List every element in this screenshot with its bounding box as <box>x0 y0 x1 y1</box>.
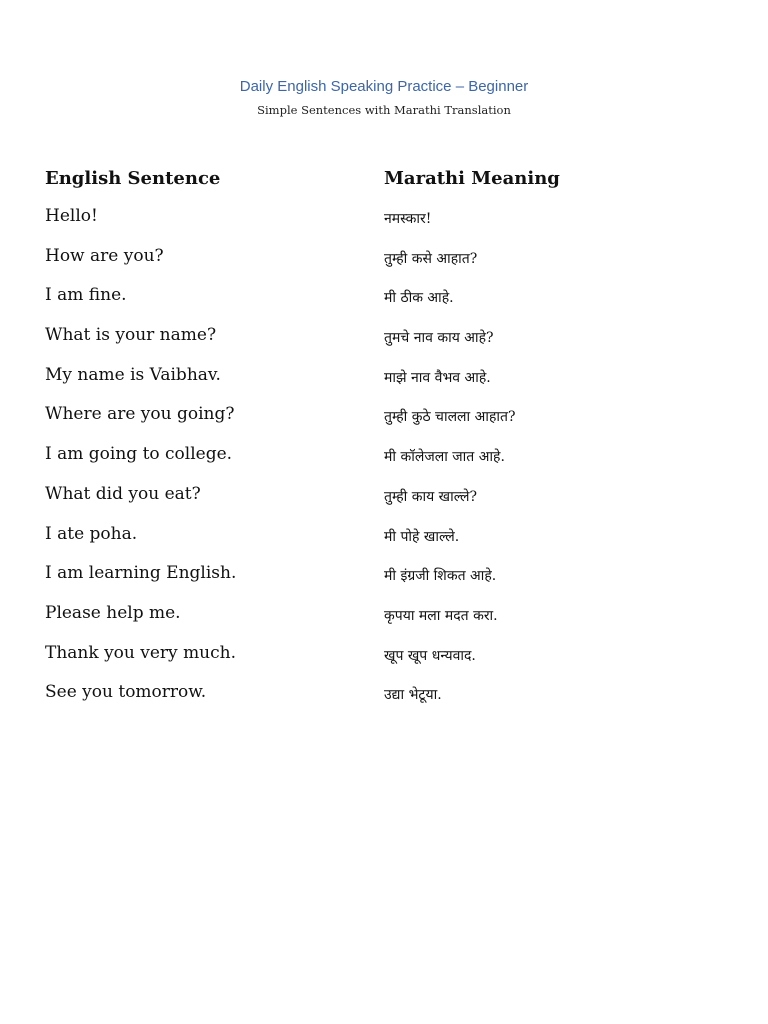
english-sentence-cell: My name is Vaibhav. <box>45 364 221 385</box>
marathi-meaning-cell: तुम्ही कुठे चालला आहात? <box>384 409 516 426</box>
table-row <box>45 434 725 474</box>
marathi-meaning-cell: तुमचे नाव काय आहे? <box>384 330 494 347</box>
table-row <box>45 672 725 712</box>
english-sentence-cell: Hello! <box>45 206 98 226</box>
marathi-meaning-cell: नमस्कार! <box>384 211 432 227</box>
table-row <box>45 275 725 315</box>
marathi-meaning-cell: कृपया मला मदत करा. <box>384 607 498 624</box>
table-row <box>45 236 725 276</box>
english-sentence-cell: See you tomorrow. <box>45 682 207 703</box>
marathi-meaning-cell: तुम्ही काय खाल्ले? <box>384 488 478 505</box>
english-sentence-cell: What did you eat? <box>45 483 201 504</box>
table-row <box>45 553 725 593</box>
sentence-table <box>45 164 725 712</box>
table-row <box>45 394 725 434</box>
marathi-meaning-cell: तुम्ही कसे आहात? <box>384 250 478 267</box>
english-sentence-cell: How are you? <box>45 245 164 266</box>
english-sentence-cell: Where are you going? <box>45 404 235 425</box>
table-body <box>45 196 725 712</box>
marathi-meaning-cell: मी पोहे खाल्ले. <box>384 528 460 545</box>
header-marathi-meaning: Marathi Meaning <box>384 168 560 189</box>
marathi-meaning-cell: मी कॉलेजला जात आहे. <box>384 449 505 466</box>
marathi-meaning-cell: माझे नाव वैभव आहे. <box>384 369 491 386</box>
table-row <box>45 355 725 395</box>
marathi-meaning-cell: मी ठीक आहे. <box>384 290 454 307</box>
table-row <box>45 593 725 633</box>
table-row <box>45 315 725 355</box>
marathi-meaning-cell: मी इंग्रजी शिकत आहे. <box>384 568 497 585</box>
english-sentence-cell: I am learning English. <box>45 563 237 584</box>
english-sentence-cell: Please help me. <box>45 602 181 623</box>
table-header-row <box>45 164 725 196</box>
table-row <box>45 474 725 514</box>
document-title: Daily English Speaking Practice – Beginner <box>239 78 529 95</box>
english-sentence-cell: What is your name? <box>45 325 217 346</box>
table-row <box>45 633 725 673</box>
marathi-meaning-cell: खूप खूप धन्यवाद. <box>384 647 476 664</box>
english-sentence-cell: I am fine. <box>45 285 127 306</box>
english-sentence-cell: I am going to college. <box>45 444 233 465</box>
english-sentence-cell: Thank you very much. <box>45 642 237 663</box>
header-english-sentence: English Sentence <box>45 168 221 189</box>
marathi-meaning-cell: उद्या भेटूया. <box>384 687 442 704</box>
table-row <box>45 514 725 554</box>
table-row <box>45 196 725 236</box>
english-sentence-cell: I ate poha. <box>45 523 138 544</box>
document-subtitle: Simple Sentences with Marathi Translation <box>257 103 511 117</box>
